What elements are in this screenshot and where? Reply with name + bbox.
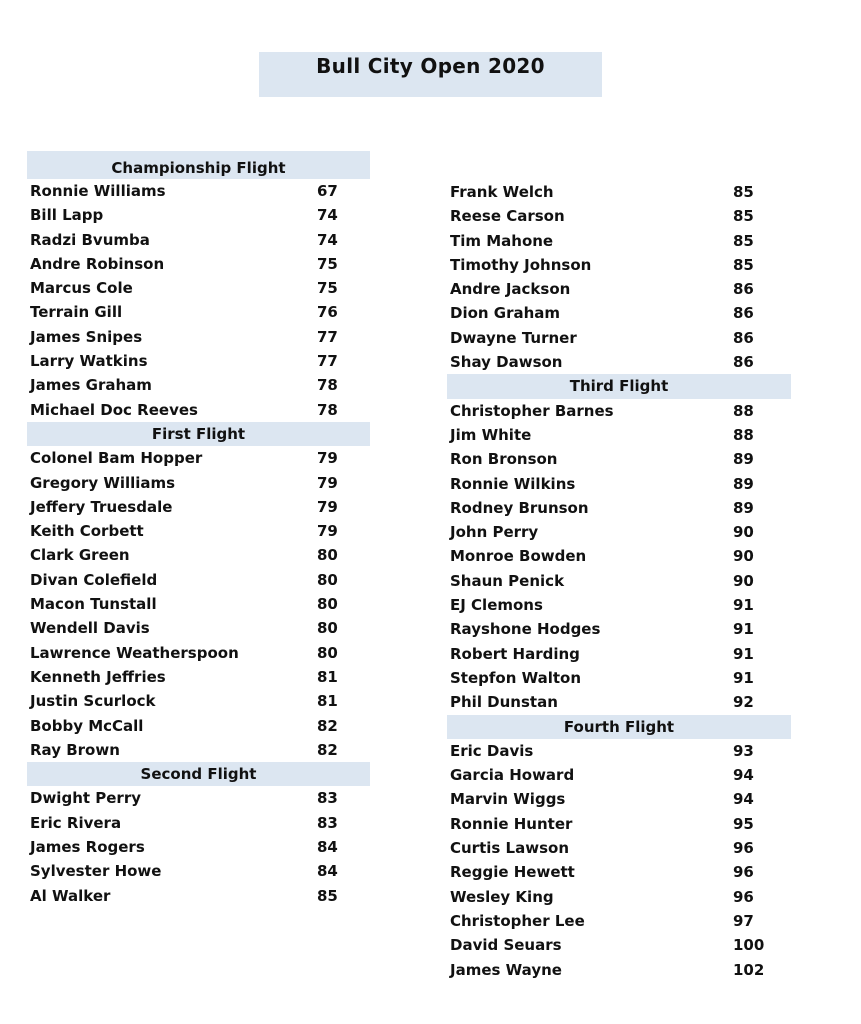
player-score: 76	[317, 303, 338, 322]
player-row	[447, 836, 791, 860]
player-name: James Wayne	[450, 960, 562, 979]
player-name: Dwayne Turner	[450, 328, 577, 347]
player-row	[447, 933, 791, 957]
player-name: Ron Bronson	[450, 450, 558, 469]
player-name: Bobby McCall	[30, 716, 144, 735]
player-row	[447, 812, 791, 836]
player-name: Shaun Penick	[450, 571, 565, 590]
player-row	[27, 179, 370, 203]
player-row	[27, 689, 370, 713]
player-row	[447, 544, 791, 568]
player-score: 77	[317, 327, 338, 346]
player-score: 78	[317, 376, 338, 395]
player-score: 94	[733, 766, 754, 785]
player-score: 95	[733, 814, 754, 833]
player-name: Lawrence Weatherspoon	[30, 643, 239, 662]
player-score: 75	[317, 254, 338, 273]
player-name: Rayshone Hodges	[450, 620, 601, 639]
player-score: 94	[733, 790, 754, 809]
player-name: Christopher Lee	[450, 911, 585, 930]
player-score: 85	[733, 255, 754, 274]
player-row	[27, 519, 370, 543]
player-score: 80	[317, 619, 338, 638]
player-name: Shay Dawson	[450, 353, 563, 372]
player-score: 84	[317, 838, 338, 857]
player-row	[447, 229, 791, 253]
player-score: 91	[733, 620, 754, 639]
player-row	[27, 398, 370, 422]
player-name: Michael Doc Reeves	[30, 400, 198, 419]
player-score: 83	[317, 813, 338, 832]
player-name: Gregory Williams	[30, 473, 176, 492]
player-row	[27, 665, 370, 689]
player-score: 85	[733, 183, 754, 201]
right-results-column	[447, 180, 791, 982]
player-score: 79	[317, 473, 338, 492]
player-row	[447, 472, 791, 496]
player-name: Sylvester Howe	[30, 862, 162, 881]
player-score: 89	[733, 474, 754, 493]
player-name: Larry Watkins	[30, 352, 148, 371]
player-row	[27, 276, 370, 300]
player-score: 80	[317, 546, 338, 565]
player-row	[27, 252, 370, 276]
player-name: Al Walker	[30, 886, 111, 905]
player-score: 92	[733, 693, 754, 712]
player-row	[27, 884, 370, 908]
player-score: 82	[317, 740, 338, 759]
player-row	[27, 471, 370, 495]
player-row	[447, 301, 791, 325]
player-row	[447, 739, 791, 763]
player-score: 96	[733, 863, 754, 882]
player-score: 80	[317, 643, 338, 662]
player-row	[447, 496, 791, 520]
player-name: Andre Jackson	[450, 280, 571, 299]
player-name: Phil Dunstan	[450, 693, 558, 712]
player-score: 80	[317, 595, 338, 614]
player-row	[447, 690, 791, 714]
player-row	[27, 300, 370, 324]
player-name: Frank Welch	[450, 183, 554, 201]
player-score: 74	[317, 230, 338, 249]
player-row	[27, 495, 370, 519]
player-name: James Snipes	[30, 327, 143, 346]
player-score: 79	[317, 449, 338, 468]
player-score: 82	[317, 716, 338, 735]
player-row	[27, 203, 370, 227]
player-row	[27, 325, 370, 349]
player-row	[447, 350, 791, 374]
player-score: 80	[317, 570, 338, 589]
player-name: Macon Tunstall	[30, 595, 157, 614]
flight-header: Championship Flight	[27, 151, 370, 179]
player-score: 86	[733, 304, 754, 323]
player-name: Reese Carson	[450, 207, 565, 226]
player-name: Curtis Lawson	[450, 839, 569, 858]
player-row	[447, 787, 791, 811]
player-score: 89	[733, 498, 754, 517]
player-score: 88	[733, 425, 754, 444]
player-row	[447, 204, 791, 228]
player-name: Marvin Wiggs	[450, 790, 566, 809]
player-name: Dion Graham	[450, 304, 561, 323]
player-name: EJ Clemons	[450, 596, 543, 615]
player-name: Marcus Cole	[30, 279, 133, 298]
player-row	[447, 326, 791, 350]
player-score: 90	[733, 571, 754, 590]
player-row	[447, 253, 791, 277]
player-score: 102	[733, 960, 765, 979]
player-name: Ronnie Wilkins	[450, 474, 576, 493]
player-score: 90	[733, 523, 754, 542]
player-name: Monroe Bowden	[450, 547, 587, 566]
player-score: 78	[317, 400, 338, 419]
player-name: Jeffery Truesdale	[30, 497, 173, 516]
player-name: Eric Rivera	[30, 813, 122, 832]
player-score: 83	[317, 789, 338, 808]
player-row	[447, 447, 791, 471]
player-name: Divan Colefield	[30, 570, 158, 589]
player-row	[27, 543, 370, 567]
player-name: Robert Harding	[450, 644, 580, 663]
player-row	[27, 786, 370, 810]
player-name: Wesley King	[450, 887, 554, 906]
player-name: James Rogers	[30, 838, 145, 857]
player-row	[447, 642, 791, 666]
player-row	[447, 860, 791, 884]
player-score: 91	[733, 596, 754, 615]
player-row	[27, 568, 370, 592]
player-row	[27, 738, 370, 762]
player-score: 77	[317, 352, 338, 371]
player-score: 79	[317, 522, 338, 541]
player-name: Dwight Perry	[30, 789, 141, 808]
player-score: 91	[733, 668, 754, 687]
player-name: Jim White	[450, 425, 532, 444]
player-name: Justin Scurlock	[30, 692, 156, 711]
flight-header: Third Flight	[447, 374, 791, 398]
player-row	[447, 399, 791, 423]
player-score: 84	[317, 862, 338, 881]
player-row	[447, 617, 791, 641]
player-name: Reggie Hewett	[450, 863, 575, 882]
player-row	[27, 373, 370, 397]
player-score: 86	[733, 280, 754, 299]
player-score: 67	[317, 182, 338, 200]
player-name: Christopher Barnes	[450, 401, 614, 420]
player-row	[447, 593, 791, 617]
player-score: 91	[733, 644, 754, 663]
player-score: 96	[733, 887, 754, 906]
player-row	[447, 763, 791, 787]
player-name: Terrain Gill	[30, 303, 123, 322]
player-score: 86	[733, 353, 754, 372]
player-score: 93	[733, 741, 754, 760]
player-row	[447, 666, 791, 690]
player-score: 81	[317, 667, 338, 686]
player-row	[447, 180, 791, 204]
player-score: 86	[733, 328, 754, 347]
player-row	[27, 228, 370, 252]
player-row	[27, 592, 370, 616]
player-row	[27, 616, 370, 640]
player-name: David Seuars	[450, 936, 562, 955]
player-row	[27, 446, 370, 470]
player-row	[447, 569, 791, 593]
player-name: Keith Corbett	[30, 522, 144, 541]
player-row	[27, 714, 370, 738]
player-row	[447, 520, 791, 544]
player-row	[27, 641, 370, 665]
player-score: 90	[733, 547, 754, 566]
player-name: James Graham	[30, 376, 152, 395]
flight-header: Second Flight	[27, 762, 370, 786]
player-score: 96	[733, 839, 754, 858]
player-name: Kenneth Jeffries	[30, 667, 166, 686]
player-name: Timothy Johnson	[450, 255, 592, 274]
player-name: Ronnie Williams	[30, 182, 166, 200]
player-score: 75	[317, 279, 338, 298]
player-name: Clark Green	[30, 546, 130, 565]
player-row	[447, 423, 791, 447]
player-score: 79	[317, 497, 338, 516]
player-row	[447, 277, 791, 301]
player-row	[27, 349, 370, 373]
player-name: Tim Mahone	[450, 231, 554, 250]
flight-header: Fourth Flight	[447, 715, 791, 739]
player-name: Ronnie Hunter	[450, 814, 573, 833]
player-row	[27, 835, 370, 859]
player-score: 85	[317, 886, 338, 905]
player-score: 85	[733, 231, 754, 250]
player-name: John Perry	[450, 523, 539, 542]
player-name: Eric Davis	[450, 741, 534, 760]
player-score: 81	[317, 692, 338, 711]
player-score: 100	[733, 936, 765, 955]
player-name: Garcia Howard	[450, 766, 575, 785]
player-name: Colonel Bam Hopper	[30, 449, 203, 468]
player-score: 88	[733, 401, 754, 420]
player-row	[447, 958, 791, 982]
player-row	[447, 885, 791, 909]
player-row	[27, 811, 370, 835]
title-banner	[259, 52, 602, 97]
player-score: 85	[733, 207, 754, 226]
player-name: Stepfon Walton	[450, 668, 582, 687]
player-score: 74	[317, 206, 338, 225]
flight-header: First Flight	[27, 422, 370, 446]
player-name: Radzi Bvumba	[30, 230, 150, 249]
player-name: Bill Lapp	[30, 206, 104, 225]
page-title: Bull City Open 2020	[316, 54, 545, 78]
player-score: 89	[733, 450, 754, 469]
player-name: Rodney Brunson	[450, 498, 589, 517]
left-results-column	[27, 151, 370, 908]
player-name: Wendell Davis	[30, 619, 150, 638]
player-row	[27, 859, 370, 883]
player-name: Ray Brown	[30, 740, 120, 759]
player-row	[447, 909, 791, 933]
player-score: 97	[733, 911, 754, 930]
player-name: Andre Robinson	[30, 254, 165, 273]
